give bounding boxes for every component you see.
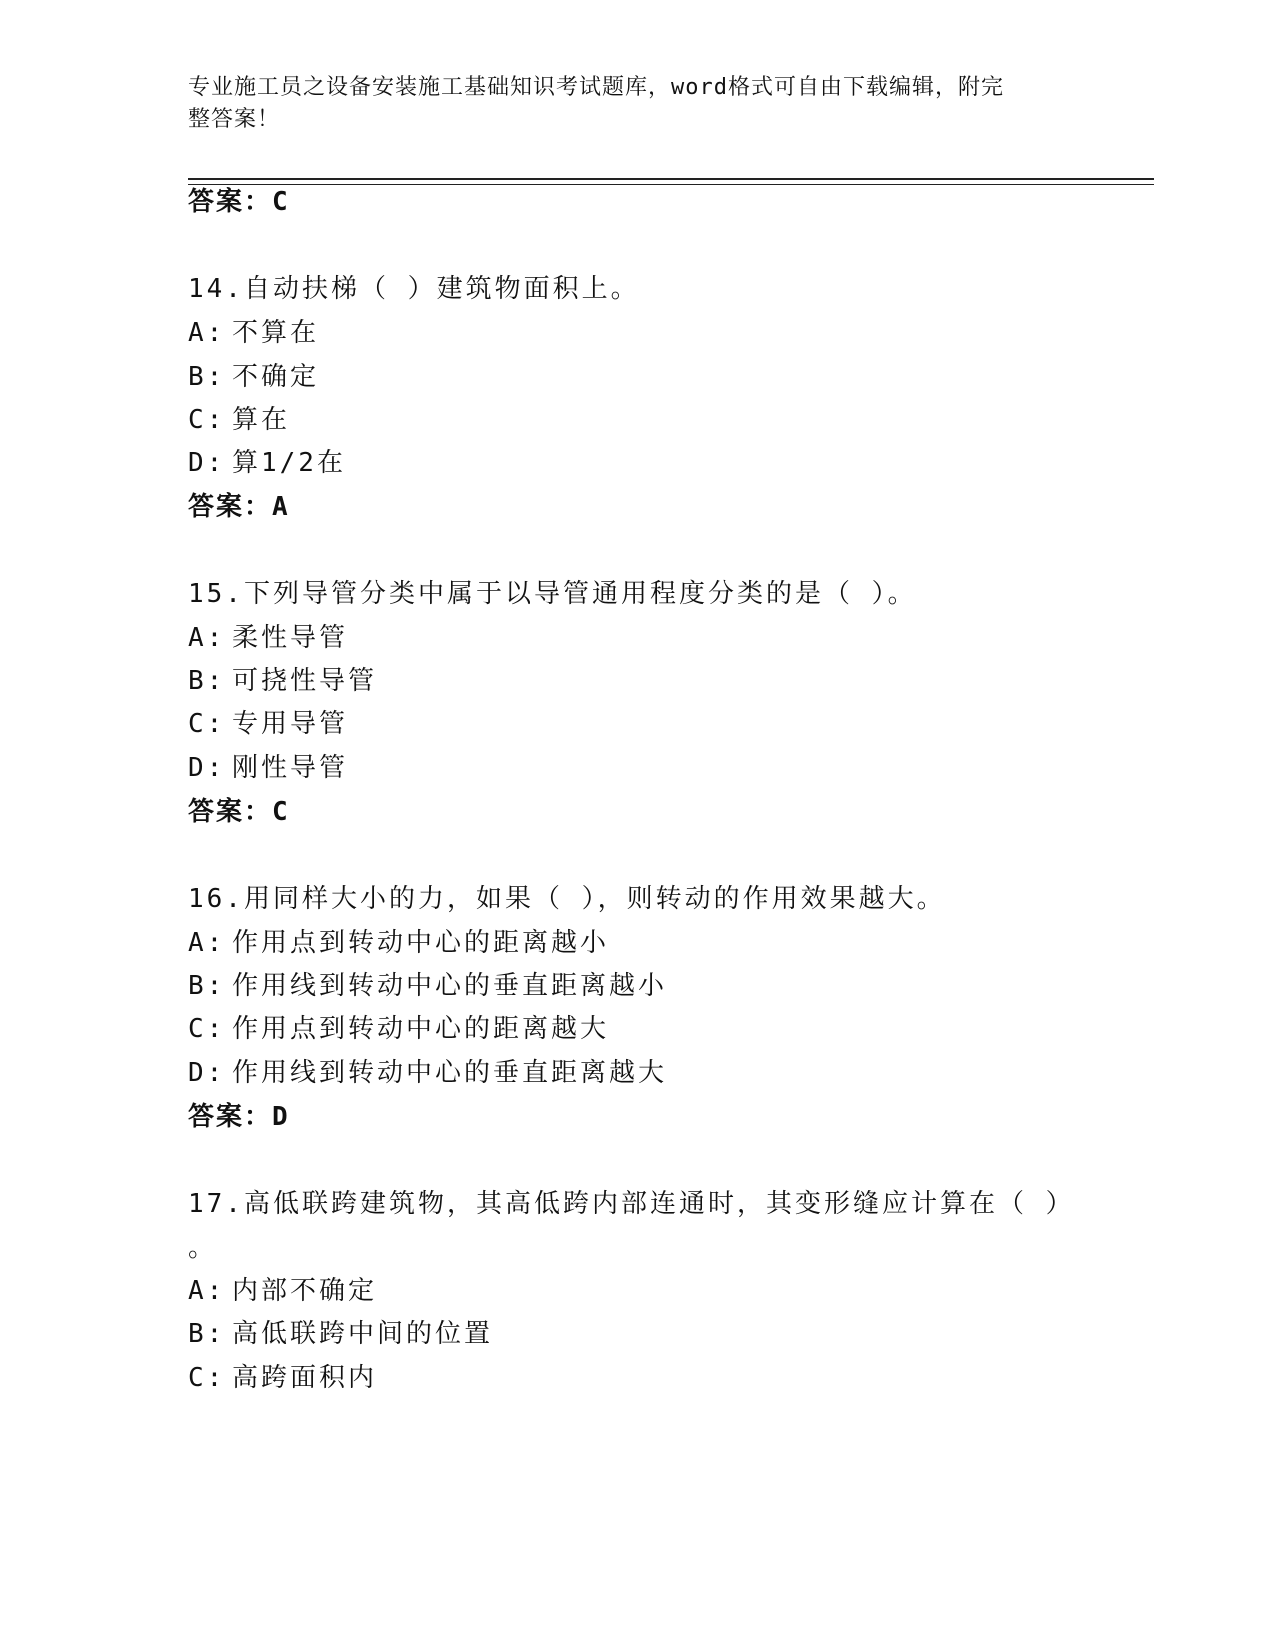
question-stem: 17.高低联跨建筑物，其高低跨内部连通时，其变形缝应计算在（ ） bbox=[188, 1189, 1075, 1219]
option-label: B: bbox=[188, 1319, 226, 1349]
option-label: D: bbox=[188, 1058, 226, 1088]
option-a bbox=[188, 927, 609, 959]
answer-prefix: 答案： bbox=[188, 797, 273, 827]
answer-prefix: 答案： bbox=[188, 492, 273, 522]
answer-line bbox=[188, 1101, 290, 1133]
option-label: C: bbox=[188, 1014, 226, 1044]
header-line-1: 专业施工员之设备安装施工基础知识考试题库，word格式可自由下载编辑，附完 bbox=[188, 75, 1004, 100]
option-text: 作用点到转动中心的距离越小 bbox=[232, 928, 610, 958]
option-text: 高跨面积内 bbox=[232, 1363, 378, 1393]
option-text: 刚性导管 bbox=[232, 753, 349, 783]
answer-prefix: 答案： bbox=[188, 187, 273, 217]
option-text: 专用导管 bbox=[232, 709, 349, 739]
answer-value: D bbox=[272, 1102, 290, 1132]
option-label: A: bbox=[188, 318, 226, 348]
answer-line bbox=[188, 491, 290, 523]
answer-line bbox=[188, 186, 290, 218]
option-b bbox=[188, 665, 377, 697]
option-text: 高低联跨中间的位置 bbox=[232, 1319, 494, 1349]
option-label: A: bbox=[188, 623, 226, 653]
answer-line bbox=[188, 796, 290, 828]
option-text: 不确定 bbox=[232, 362, 320, 392]
option-c bbox=[188, 1362, 377, 1394]
header-divider bbox=[188, 178, 1154, 185]
answer-value: C bbox=[272, 797, 290, 827]
header-line-2: 整答案！ bbox=[188, 107, 281, 132]
option-c bbox=[188, 1013, 609, 1045]
option-label: C: bbox=[188, 1363, 226, 1393]
option-text: 内部不确定 bbox=[232, 1276, 378, 1306]
answer-value: C bbox=[272, 187, 290, 217]
option-label: B: bbox=[188, 362, 226, 392]
option-a bbox=[188, 317, 319, 349]
option-b bbox=[188, 970, 667, 1002]
option-text: 算在 bbox=[232, 405, 291, 435]
option-c bbox=[188, 708, 348, 740]
option-label: C: bbox=[188, 709, 226, 739]
option-text: 可挠性导管 bbox=[232, 666, 378, 696]
document-header bbox=[188, 72, 1068, 136]
option-text: 作用点到转动中心的距离越大 bbox=[232, 1014, 610, 1044]
question-stem: 16.用同样大小的力，如果（ ），则转动的作用效果越大。 bbox=[188, 884, 946, 914]
option-label: A: bbox=[188, 1276, 226, 1306]
option-text: 算1/2在 bbox=[232, 448, 346, 478]
answer-prefix: 答案： bbox=[188, 1102, 273, 1132]
option-label: D: bbox=[188, 753, 226, 783]
option-c bbox=[188, 404, 290, 436]
option-text: 不算在 bbox=[232, 318, 320, 348]
question-stem-continuation: 。 bbox=[188, 1233, 218, 1263]
option-d bbox=[188, 752, 348, 784]
option-text: 作用线到转动中心的垂直距离越小 bbox=[232, 971, 668, 1001]
answer-value: A bbox=[272, 492, 290, 522]
option-a bbox=[188, 1275, 377, 1307]
question-stem: 14.自动扶梯（ ）建筑物面积上。 bbox=[188, 274, 640, 304]
option-b bbox=[188, 361, 319, 393]
option-a bbox=[188, 622, 348, 654]
option-text: 柔性导管 bbox=[232, 623, 349, 653]
question-stem: 15.下列导管分类中属于以导管通用程度分类的是（ ）。 bbox=[188, 579, 917, 609]
option-b bbox=[188, 1318, 493, 1350]
option-label: C: bbox=[188, 405, 226, 435]
option-label: A: bbox=[188, 928, 226, 958]
option-text: 作用线到转动中心的垂直距离越大 bbox=[232, 1058, 668, 1088]
option-label: B: bbox=[188, 666, 226, 696]
option-d bbox=[188, 1057, 667, 1089]
option-d bbox=[188, 447, 346, 479]
option-label: D: bbox=[188, 448, 226, 478]
option-label: B: bbox=[188, 971, 226, 1001]
